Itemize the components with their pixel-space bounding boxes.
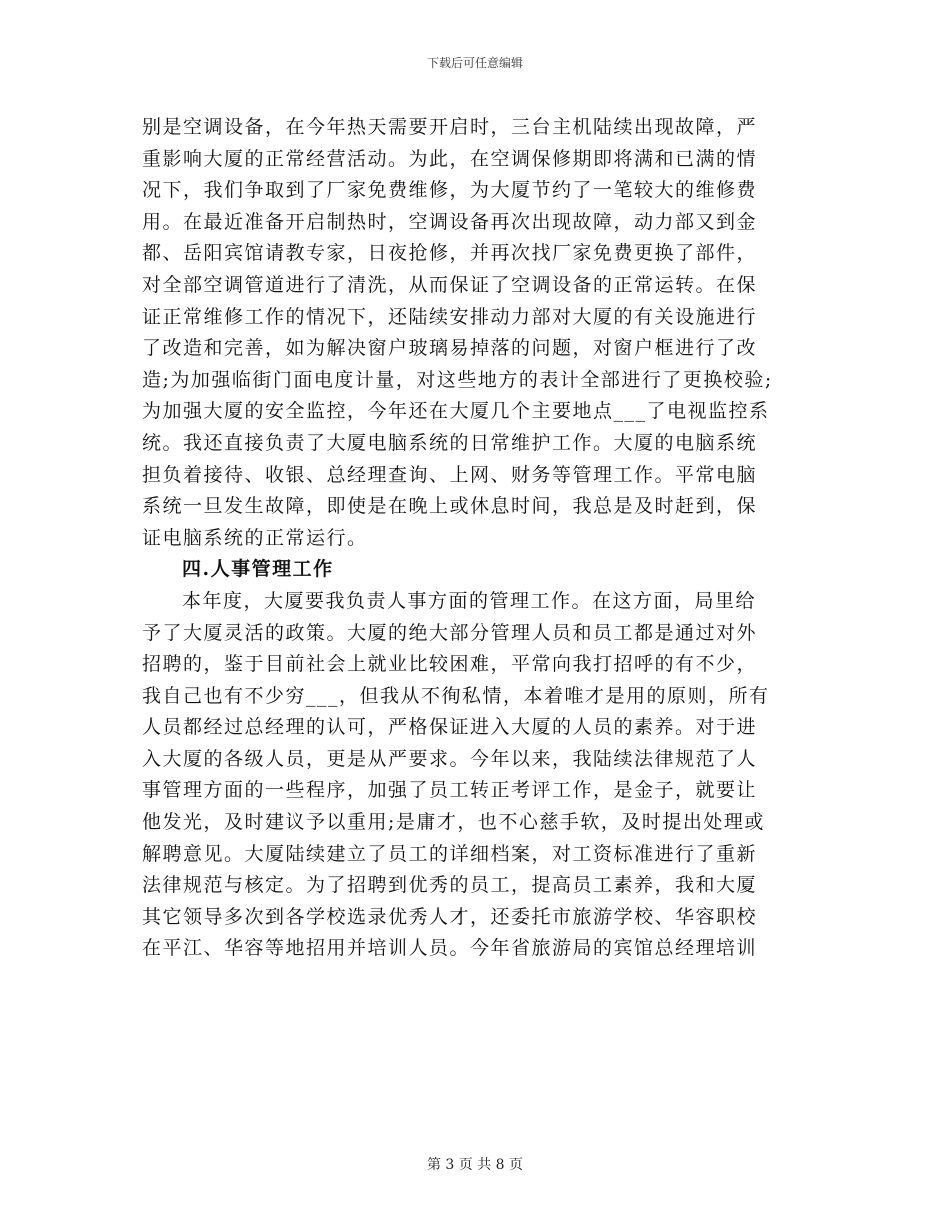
document-body [142,112,812,965]
body-line: 对全部空调管道进行了清洗，从而保证了空调设备的正常运转。在保 [142,273,758,296]
section-line: 予了大厦灵活的政策。大厦的绝大部分管理人员和员工都是通过对外 [142,621,758,644]
section-line: 本年度，大厦要我负责人事方面的管理工作。在这方面，局里给 [182,589,757,612]
body-line: 证电脑系统的正常运行。 [142,526,368,549]
section-line: 解聘意见。大厦陆续建立了员工的详细档案，对工资标准进行了重新 [142,842,758,865]
page-header: 下载后可任意编辑 [426,56,523,70]
page-number-footer: 第 3 页 共 8 页 [426,1157,524,1173]
section-heading: 四.人事管理工作 [182,558,334,581]
body-line: 都、岳阳宾馆请教专家，日夜抢修，并再次找厂家免费更换了部件， [142,242,758,265]
body-line: 系统一旦发生故障，即使是在晚上或休息时间，我总是及时赶到，保 [142,495,758,518]
body-line: 造;为加强临街门面电度计量，对这些地方的表计全部进行了更换校验; [142,368,773,391]
section-line: 招聘的，鉴于目前社会上就业比较困难，平常向我打招呼的有不少， [142,653,758,676]
section-line: 事管理方面的一些程序，加强了员工转正考评工作，是金子，就要让 [142,779,758,802]
body-line: 别是空调设备，在今年热天需要开启时，三台主机陆续出现故障，严 [142,116,758,138]
body-line: 为加强大厦的安全监控，今年还在大厦几个主要地点___了电视监控系 [142,400,770,423]
body-line: 证正常维修工作的情况下，还陆续安排动力部对大厦的有关设施进行 [142,305,758,328]
section-line: 其它领导多次到各学校选录优秀人才，还委托市旅游学校、华容职校 [142,905,758,928]
body-line: 况下，我们争取到了厂家免费维修，为大厦节约了一笔较大的维修费 [142,179,758,202]
body-line: 担负着接待、收银、总经理查询、上网、财务等管理工作。平常电脑 [142,463,758,486]
section-line: 人员都经过总经理的认可，严格保证进入大厦的人员的素养。对于进 [142,716,758,739]
body-line: 了改造和完善，如为解决窗户玻璃易掉落的问题，对窗户框进行了改 [142,337,758,360]
section-line: 我自己也有不少穷___，但我从不徇私情，本着唯才是用的原则，所有 [142,684,770,707]
section-line: 入大厦的各级人员，更是从严要求。今年以来，我陆续法律规范了人 [142,747,758,770]
section-line: 他发光，及时建议予以重用;是庸才，也不心慈手软，及时提出处理或 [142,811,765,834]
section-line: 在平江、华容等地招用并培训人员。今年省旅游局的宾馆总经理培训 [142,937,758,960]
body-line: 统。我还直接负责了大厦电脑系统的日常维护工作。大厦的电脑系统 [142,431,758,454]
body-line: 重影响大厦的正常经营活动。为此，在空调保修期即将满和已满的情 [142,147,758,170]
section-line: 法律规范与核定。为了招聘到优秀的员工，提高员工素养，我和大厦 [142,874,758,897]
body-line: 用。在最近准备开启制热时，空调设备再次出现故障，动力部又到金 [142,210,758,233]
